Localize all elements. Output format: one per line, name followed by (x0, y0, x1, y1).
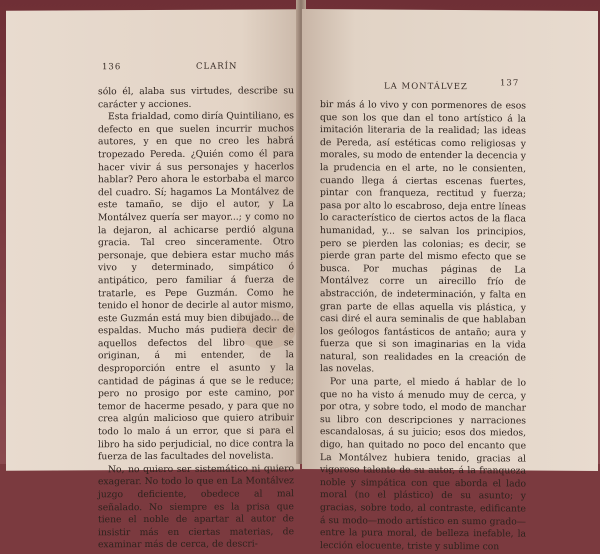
paragraph: Esta frialdad, como diría Quintiliano, es defecto en que suelen incurrir muchos autores, y en que no creo les habrá tropezado Pereda. ¿Quién como él para hacer vivir á sus personajes y hacerlos hablar? Pero ahora le estorbaba el marco del cuadro. Sí; hagamos La Montálvez de este tamaño, se dijo el autor, y La Montálvez quería ser mayor...; y como no la dejaron, al achicarse perdió alguna gracia. Tal creo sinceramente. Otro personaje, que debiera estar mucho más vivo y determinado, simpático ó antipático, pero familiar á fuerza de tratarle, es Pepe Guzmán. Como he tenido el honor de decirle al autor mismo, este Guzmán está muy bien dibujado... de espaldas. Mucho más pudiera decir de aquellos defectos del libro que se originan, á mi entender, de la desproporción entre el asunto y la cantidad de páginas á que se le reduce; pero no prosigo por este camino, por temor de hacerme pesado, y para que no crea algún malicioso que quiero atribuir todo lo malo á un error, que si para el libro ha sido perjudicial, no dice contra la fuerza de las facultades del novelista. (98, 110, 294, 463)
right-running-head: LA MONTÁLVEZ (384, 81, 468, 93)
paragraph: sólo él, alaba sus virtudes, describe su carácter y acciones. (98, 85, 294, 110)
left-page-number: 136 (102, 62, 122, 73)
right-text-block (320, 99, 526, 554)
paragraph: No, no quiero ser sistemático ni quiero exagerar. No todo lo que en La Montálvez juzgo deficiente, obedece al mal señalado. No siempre es la prisa que tiene el noble de apartar al autor de insistir más en ciertas materias, de examinar más de cerca, de descri- (98, 463, 294, 551)
right-page-number: 137 (500, 78, 520, 89)
paragraph: bir más á lo vivo y con pormenores de esos que son los que dan el tono artístico á la imitación literaria de la realidad; las ideas de Pereda, así estéticas como religiosas y morales, su modo de entender la decencia y la prudencia en el arte, no le consienten, cuando llega á ciertas escenas fuertes, pintar con franqueza, rectitud y fuerza; pasa por alto lo escabroso, deja entre líneas lo característico de ciertos actos de la flaca humanidad, y... se salvan los principios, pero se pierden las colonias; es decir, se pierde gran parte del mismo efecto que se busca. Por muchas páginas de La Montálvez corre un airecillo frío de abstracción, de indeterminación, y falta en gran parte de ellas aquella vis plástica, y casi diré el aura seminalis de que hablaban los geólogos fantásticos de antaño; aura y fuerza que si son imaginarias en la vida natural, son realidades en la creación de las novelas. (320, 99, 526, 375)
paragraph: Por una parte, el miedo á hablar de lo que no ha visto á menudo muy de cerca, y por otra, y sobre todo, el modo de manchar su libro con descripciones y narraciones escandalosas, á su juicio; esos dos miedos, digo, han quitado no poco del encanto que La Montálvez hubiera tenido, gracias al vigoroso talento de su autor, á la franqueza noble y simpática con que aborda el lado moral (no el plástico) de su asunto; y gracias, sobre todo, al contraste, edificante á su modo—modo artístico en sumo grado—entre la pura moral, de belleza inefable, la lección elocuente, triste y sublime con (320, 376, 526, 553)
left-text-block (98, 85, 294, 552)
left-running-head: CLARÍN (196, 61, 238, 72)
left-page (6, 9, 300, 551)
right-page (302, 9, 598, 553)
